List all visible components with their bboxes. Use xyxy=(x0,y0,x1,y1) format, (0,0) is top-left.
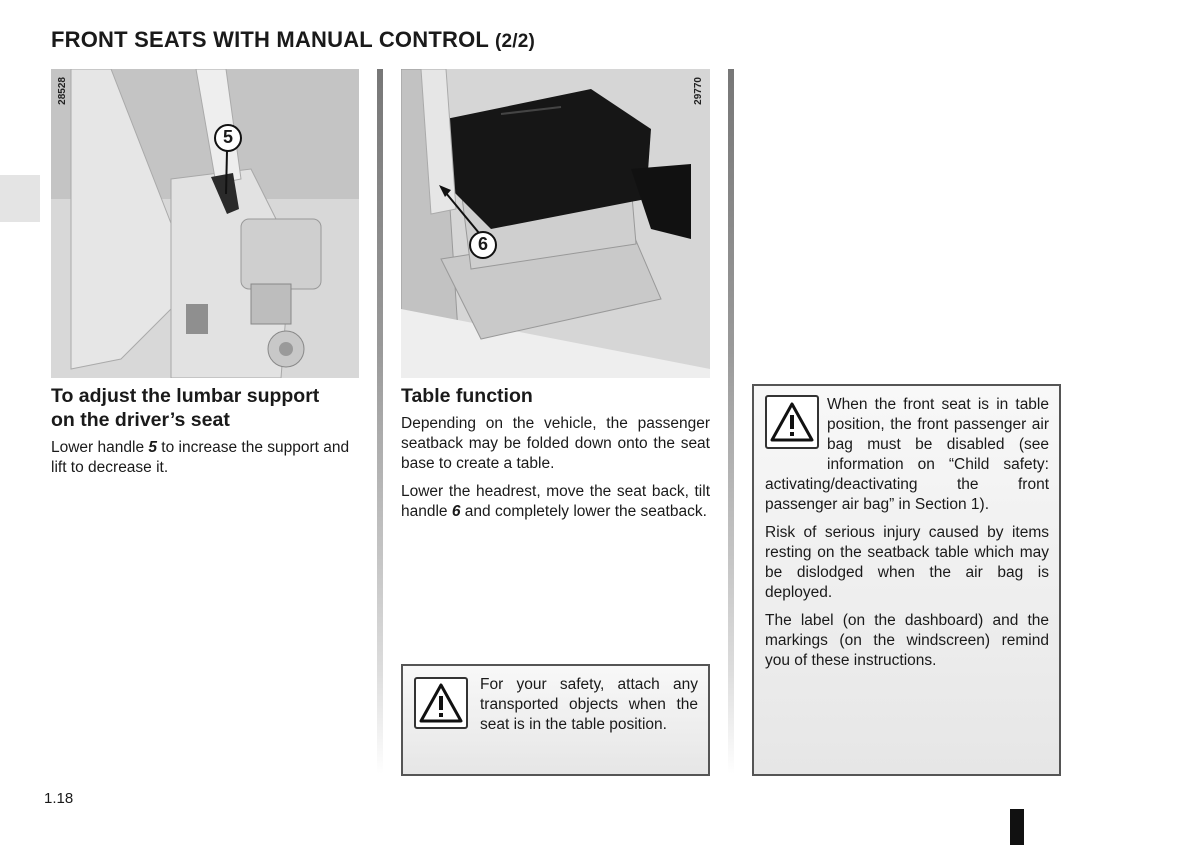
section-tab-marker xyxy=(1010,809,1024,845)
lumbar-handle-figure xyxy=(51,69,359,378)
airbag-warning xyxy=(752,384,1061,776)
lumbar-heading-line1: To adjust the lumbar support xyxy=(51,385,320,407)
airbag-para1: When the front seat is in table position, the front passenger air bag must be disabled (see information on “Child safety: activating/deactivating the front passenger air bag” in Section 1). xyxy=(765,396,1049,513)
table-para2-after: and completely lower the seatback. xyxy=(460,503,707,520)
table-safety-warning-text: For your safety, attach any transported objects when the seat is in the table position. xyxy=(480,676,698,733)
table-seat-illustration xyxy=(401,69,710,378)
callout-5-label: 5 xyxy=(222,127,233,147)
lumbar-text-before: Lower handle xyxy=(51,439,149,456)
airbag-para3: The label (on the dashboard) and the markings (on the windscreen) remind you of these instructions. xyxy=(765,612,1049,669)
figure-number: 28528 xyxy=(57,77,68,105)
warning-triangle-icon xyxy=(414,677,468,729)
column-separator-2 xyxy=(728,69,734,774)
lumbar-instructions xyxy=(51,438,363,478)
icon-float-spacer xyxy=(765,395,827,457)
title-text: FRONT SEATS WITH MANUAL CONTROL xyxy=(51,27,489,52)
lumbar-section xyxy=(51,384,363,478)
section-side-tab xyxy=(0,175,40,222)
handle-6-ref: 6 xyxy=(451,503,461,520)
table-function-para1: Depending on the vehicle, the passenger seatback may be folded down onto the seat base to create a table. xyxy=(401,415,710,472)
table-para2-before: Lower the headrest, move the seat back, tilt handle xyxy=(401,483,710,520)
table-function-heading: Table function xyxy=(401,385,533,407)
lumbar-heading-line2: on the driver’s seat xyxy=(51,409,230,431)
title-suffix: (2/2) xyxy=(494,31,536,52)
page-title xyxy=(51,27,535,53)
column-separator-1 xyxy=(377,69,383,774)
handle-5-ref: 5 xyxy=(148,439,157,456)
lumbar-illustration xyxy=(51,69,359,378)
airbag-warning-text xyxy=(765,395,1049,671)
page-number: 1.18 xyxy=(44,790,74,807)
table-function-section xyxy=(401,384,710,522)
callout-6-label: 6 xyxy=(477,234,488,254)
lumbar-heading xyxy=(51,384,363,432)
table-position-figure xyxy=(401,69,710,378)
airbag-para2: Risk of serious injury caused by items resting on the seatback table which may be dislodged when the air bag is deployed. xyxy=(765,524,1049,601)
table-safety-warning xyxy=(401,664,710,776)
lumbar-text-after: to increase the support and lift to decrease it. xyxy=(51,439,350,476)
figure-number: 29770 xyxy=(693,77,704,105)
table-function-para2 xyxy=(401,482,710,522)
